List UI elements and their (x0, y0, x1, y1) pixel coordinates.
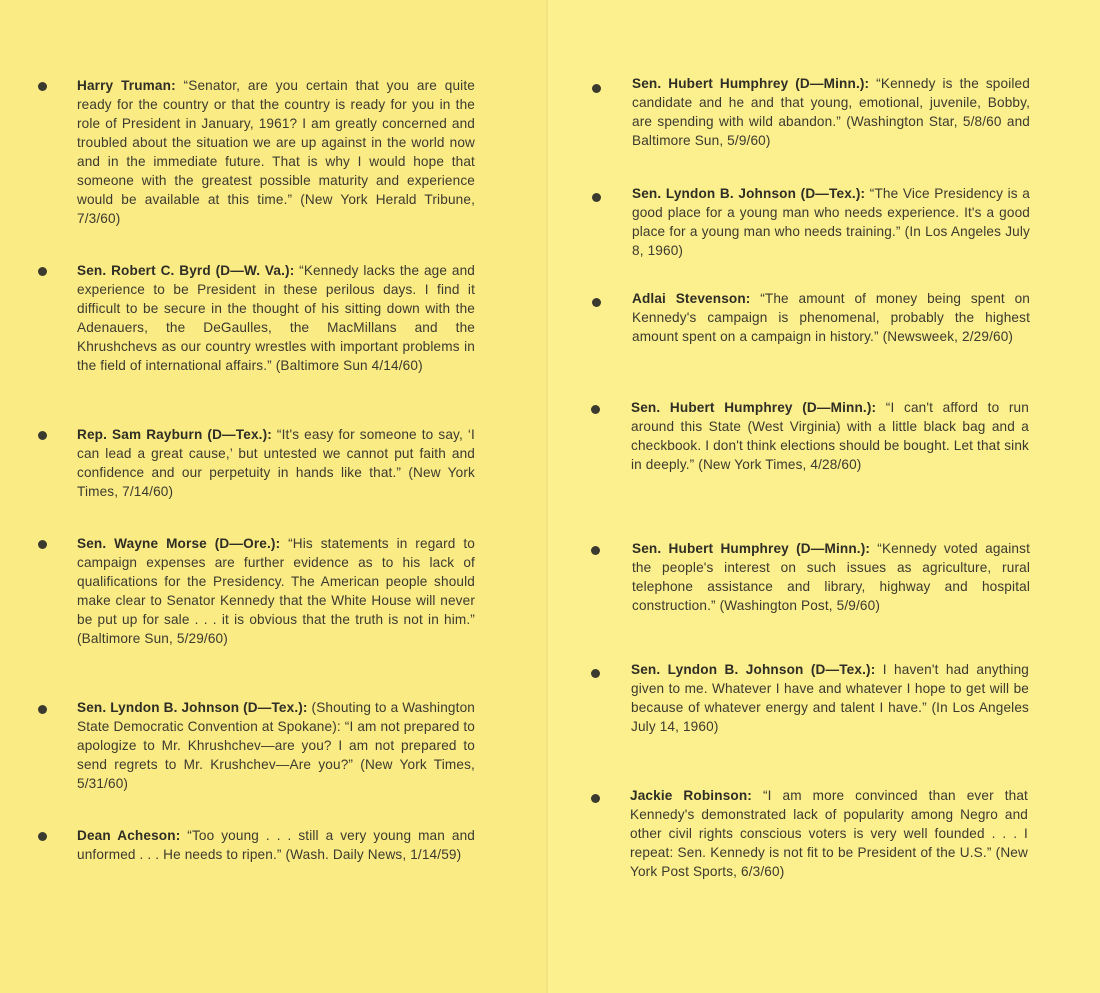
quote-text: “Senator, are you certain that you are quite ready for the country or that the country is ready for you in the role of President in January, 1961? I am greatly concerned and troubled about the situation we are up against in the world now and in the immediate future. That is why I would hope that someone with the greatest possible maturity and experience would be available at this time.” (New York Herald Tribune, 7/3/60) (77, 78, 475, 226)
quote-speaker: Rep. Sam Rayburn (D—Tex.): (77, 427, 272, 442)
quote-speaker: Harry Truman: (77, 78, 176, 93)
bullet-icon (592, 193, 601, 202)
quote-text: “Too young . . . still a very young man and unformed . . . He needs to ripen.” (Wash. Daily News, 1/14/59) (77, 828, 475, 862)
quote-speaker: Jackie Robinson: (630, 788, 752, 803)
left-page (0, 0, 548, 993)
bullet-icon (592, 84, 601, 93)
quote-text: “I can't afford to run around this State (West Virginia) with a little black bag and a checkbook. I don't think elections should be bought. Let that sink in deeply.” (New York Times, 4/28/60) (631, 400, 1029, 472)
quote-text: “It's easy for someone to say, ‘I can lead a great cause,’ but untested we cannot put faith and confidence and our perpetuity in hands like that.” (New York Times, 7/14/60) (77, 427, 475, 499)
quote-text: “The Vice Presidency is a good place for a young man who needs experience. It's a good place for a young man who needs training.” (In Los Angeles July 8, 1960) (632, 186, 1030, 258)
bullet-icon (591, 405, 600, 414)
quote-text: “The amount of money being spent on Kennedy's campaign is phenomenal, probably the highest amount spent on a campaign in history.” (Newsweek, 2/29/60) (632, 291, 1030, 344)
quote-item (77, 698, 475, 793)
bullet-icon (38, 705, 47, 714)
quote-text: “Kennedy voted against the people's interest on such issues as agriculture, rural telephone assistance and library, highway and hospital construction.” (Washington Post, 5/9/60) (632, 541, 1030, 613)
quote-text: I haven't had anything given to me. Whatever I have and whatever I hope to get will be because of whatever energy and talent I have.” (In Los Angeles July 14, 1960) (631, 662, 1029, 734)
quote-speaker: Sen. Hubert Humphrey (D—Minn.): (632, 541, 871, 556)
bullet-icon (591, 794, 600, 803)
quote-item (632, 74, 1030, 150)
quote-item (77, 425, 475, 501)
quote-text: (Shouting to a Washington State Democratic Convention at Spokane): “I am not prepared to apologize to Mr. Khrushchev—are you? I am not prepared to send regrets to Mr. Krushchev—Are you?” (New York Times, 5/31/60) (77, 700, 475, 791)
quote-speaker: Sen. Lyndon B. Johnson (D—Tex.): (77, 700, 308, 715)
quote-item (632, 289, 1030, 346)
bullet-icon (38, 431, 47, 440)
quote-text: “His statements in regard to campaign expenses are further evidence as to his lack of qualifications for the Presidency. The American people should make clear to Senator Kennedy that the White House will never be put up for sale . . . it is obvious that the truth is not in him.” (Baltimore Sun, 5/29/60) (77, 536, 475, 646)
right-page (548, 0, 1100, 993)
quote-speaker: Sen. Lyndon B. Johnson (D—Tex.): (632, 186, 866, 201)
quote-text: “I am more convinced than ever that Kennedy's demonstrated lack of popularity among Negro and other civil rights conscious voters is very well founded . . . I repeat: Sen. Kennedy is not fit to be President of the U.S.” (New York Post Sports, 6/3/60) (630, 788, 1028, 879)
bullet-icon (38, 540, 47, 549)
quote-text: “Kennedy lacks the age and experience to be President in these perilous days. I find it difficult to be secure in the thought of his sitting down with the Adenauers, the DeGaulles, the MacMillans and the Khrushchevs as our country wrestles with important problems in the field of international affairs.” (Baltimore Sun 4/14/60) (77, 263, 475, 373)
quote-speaker: Sen. Hubert Humphrey (D—Minn.): (631, 400, 877, 415)
quote-speaker: Sen. Lyndon B. Johnson (D—Tex.): (631, 662, 876, 677)
quote-item (632, 539, 1030, 615)
quote-item (77, 76, 475, 228)
quote-item (77, 261, 475, 375)
quote-item (631, 398, 1029, 474)
bullet-icon (38, 832, 47, 841)
quote-item (77, 826, 475, 864)
quote-item (77, 534, 475, 648)
bullet-icon (591, 669, 600, 678)
quote-speaker: Sen. Robert C. Byrd (D—W. Va.): (77, 263, 295, 278)
quote-speaker: Dean Acheson: (77, 828, 181, 843)
quote-speaker: Adlai Stevenson: (632, 291, 751, 306)
bullet-icon (592, 298, 601, 307)
bullet-icon (591, 546, 600, 555)
quote-speaker: Sen. Hubert Humphrey (D—Minn.): (632, 76, 870, 91)
quote-text: “Kennedy is the spoiled candidate and he and that young, emotional, juvenile, Bobby, are spending with wild abandon.” (Washington Star, 5/8/60 and Baltimore Sun, 5/9/60) (632, 76, 1030, 148)
quote-item (632, 184, 1030, 260)
bullet-icon (38, 82, 47, 91)
quote-speaker: Sen. Wayne Morse (D—Ore.): (77, 536, 281, 551)
quote-item (631, 660, 1029, 736)
bullet-icon (38, 267, 47, 276)
quote-item (630, 786, 1028, 881)
